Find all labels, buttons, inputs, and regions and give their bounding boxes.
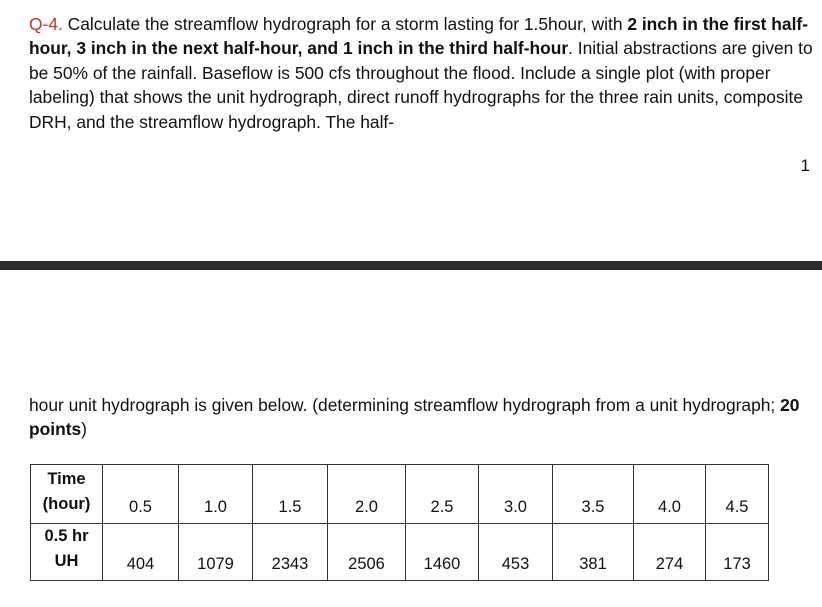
question-number: Q-4. — [29, 14, 63, 34]
question-text — [29, 12, 814, 134]
page-break-divider — [0, 261, 822, 270]
time-cell: 1.5 — [253, 465, 328, 524]
uh-value-cell: 1460 — [406, 524, 479, 581]
time-cell: 4.5 — [706, 465, 769, 524]
uh-header-cell — [31, 524, 103, 581]
uh-value-cell: 2343 — [253, 524, 328, 581]
table-row-uh — [31, 524, 769, 581]
time-cell: 1.0 — [179, 465, 253, 524]
page-number: 1 — [800, 156, 810, 175]
uh-value-cell: 381 — [553, 524, 634, 581]
time-header-label: Time — [47, 470, 86, 488]
time-header-cell — [31, 465, 103, 524]
table-row-time — [31, 465, 769, 524]
time-cell: 4.0 — [634, 465, 706, 524]
time-cell: 2.5 — [406, 465, 479, 524]
question-text-d: ) — [81, 419, 87, 440]
uh-value-cell: 173 — [706, 524, 769, 581]
question-text-b: . Initial abstractions are given to be 50% of the rainfall. Baseflow is 500 cfs throughout the flood. Include a single plot (with proper labeling) that shows the unit hydrograph, direct runoff hydrographs for the three rain units, composite DRH, and the streamflow hydrograph. The half- — [29, 38, 813, 132]
time-header-unit: (hour) — [42, 495, 91, 513]
points-bold-text: 20 points — [29, 395, 800, 440]
question-continuation — [29, 393, 814, 442]
question-text-c: hour unit hydrograph is given below. (determining streamflow hydrograph from a unit hydrograph; — [29, 395, 781, 415]
uh-value-cell: 453 — [479, 524, 553, 581]
unit-hydrograph-table — [30, 464, 769, 581]
uh-value-cell: 404 — [103, 524, 179, 581]
uh-value-cell: 2506 — [328, 524, 406, 581]
uh-header-label: 0.5 hr — [44, 527, 89, 545]
time-cell: 2.0 — [328, 465, 406, 524]
rainfall-bold-text: 2 inch in the first half-hour, 3 inch in the next half-hour, and 1 inch in the third half-hour — [29, 14, 809, 59]
time-cell: 0.5 — [103, 465, 179, 524]
uh-value-cell: 274 — [634, 524, 706, 581]
uh-header-unit: UH — [54, 552, 79, 570]
time-cell: 3.5 — [553, 465, 634, 524]
question-text-a: Calculate the streamflow hydrograph for a storm lasting for 1.5hour, with — [62, 14, 628, 34]
uh-value-cell: 1079 — [179, 524, 253, 581]
time-cell: 3.0 — [479, 465, 553, 524]
